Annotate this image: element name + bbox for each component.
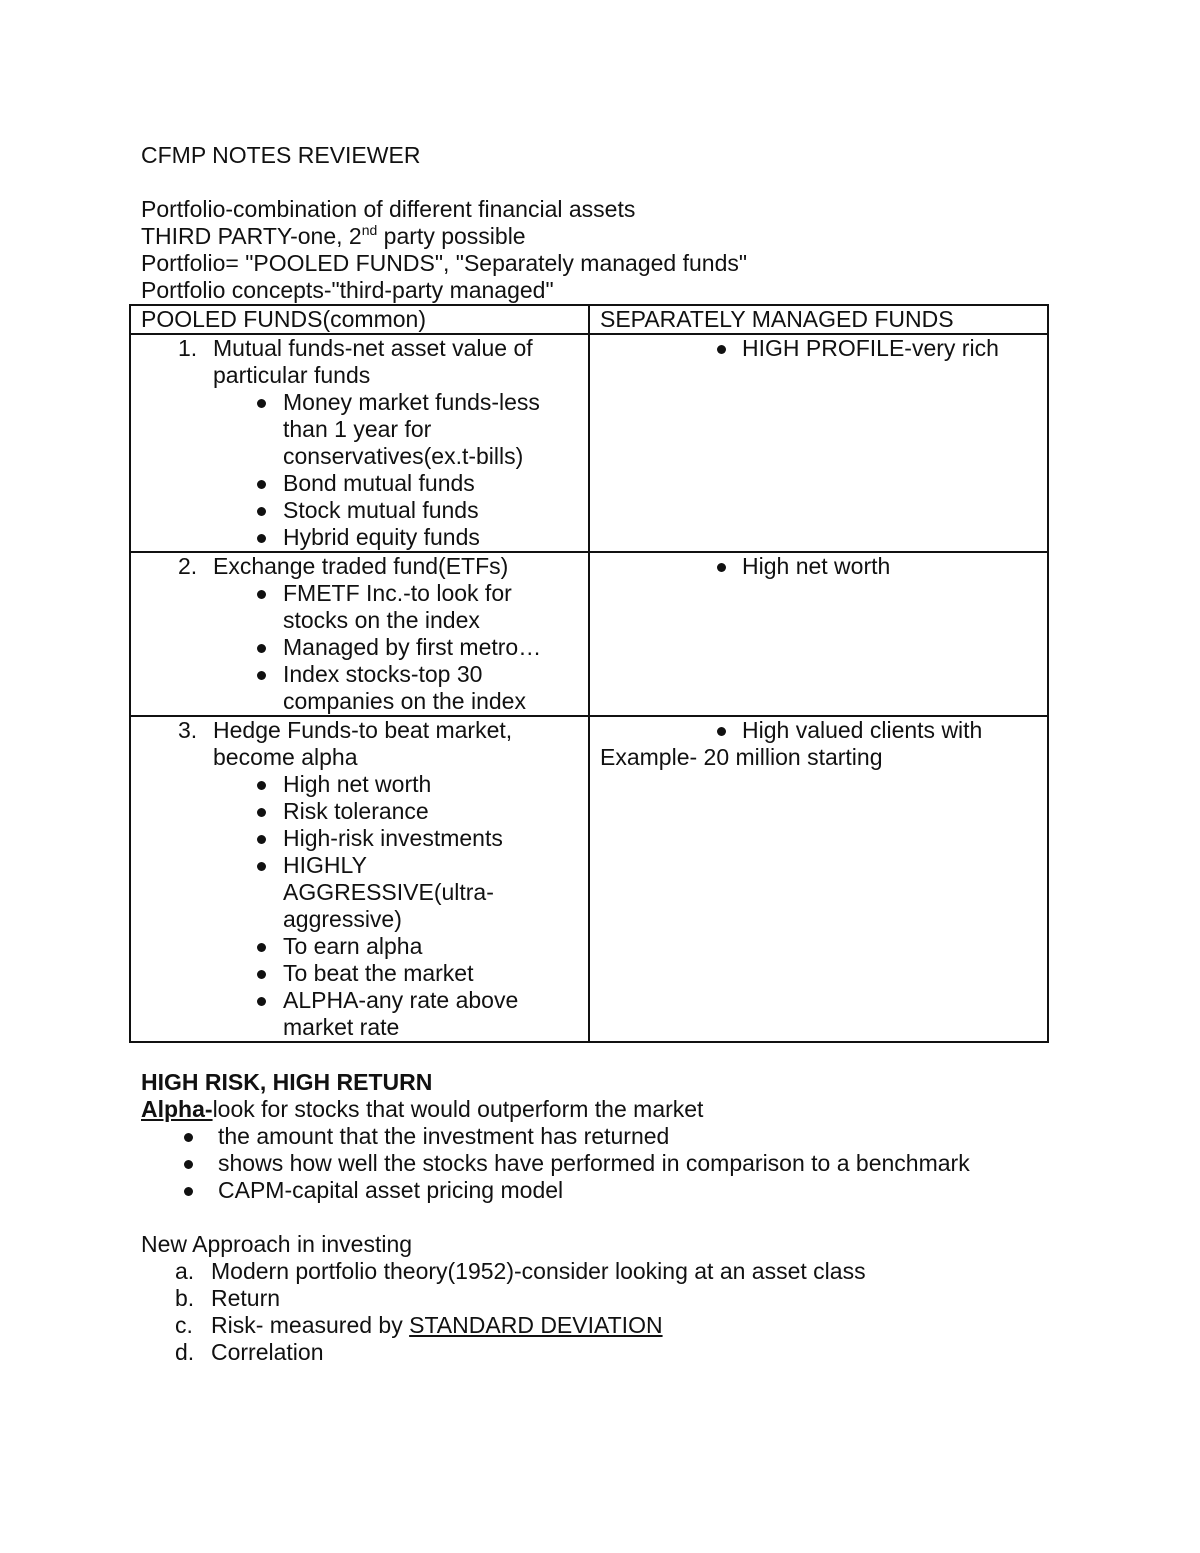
table-row bbox=[130, 716, 1048, 1042]
pooled-funds-cell bbox=[130, 716, 589, 1042]
list-item-text: shows how well the stocks have performed in comparison to a benchmark bbox=[218, 1150, 970, 1176]
list-item-text: HIGH PROFILE-very rich bbox=[742, 335, 999, 361]
bullet-icon bbox=[184, 1187, 193, 1196]
list-item-text: To earn alpha bbox=[283, 933, 423, 959]
list-item bbox=[141, 1258, 1061, 1285]
bullet-icon bbox=[257, 997, 266, 1006]
bullet-icon bbox=[717, 345, 726, 354]
list-item bbox=[141, 1312, 1061, 1339]
list-item-text: stocks on the index bbox=[283, 607, 480, 633]
list-item-text: ALPHA-any rate above bbox=[283, 987, 519, 1013]
approach-list bbox=[141, 1258, 1061, 1366]
bullet-icon bbox=[257, 590, 266, 599]
list-item-text: Correlation bbox=[211, 1339, 324, 1365]
numbered-item bbox=[141, 335, 578, 389]
list-item bbox=[141, 524, 578, 551]
numbered-item-text: Exchange traded fund(ETFs) bbox=[213, 553, 509, 579]
high-risk-heading: HIGH RISK, HIGH RETURN bbox=[141, 1069, 433, 1095]
table-header-row bbox=[130, 305, 1048, 334]
list-item bbox=[141, 580, 578, 634]
numbered-item-text: become alpha bbox=[213, 744, 358, 770]
list-number: 1. bbox=[178, 335, 198, 361]
bullet-icon bbox=[257, 781, 266, 790]
list-item bbox=[141, 798, 578, 825]
bullet-icon bbox=[257, 507, 266, 516]
document-body bbox=[141, 142, 1061, 304]
list-item bbox=[141, 1123, 1061, 1150]
list-item-text: High valued clients with bbox=[742, 717, 983, 743]
numbered-item-text: particular funds bbox=[213, 362, 371, 388]
bullet-icon bbox=[257, 970, 266, 979]
list-item bbox=[141, 497, 578, 524]
list-item bbox=[141, 1150, 1061, 1177]
third-party-text: THIRD PARTY-one, 2 bbox=[141, 223, 362, 249]
bullet-icon bbox=[717, 727, 726, 736]
separately-managed-cell bbox=[589, 552, 1048, 716]
list-item-text: Return bbox=[211, 1285, 281, 1311]
list-item bbox=[141, 771, 578, 798]
funds-table bbox=[129, 304, 1049, 1043]
list-item-text: market rate bbox=[283, 1014, 400, 1040]
list-item-text: HIGHLY bbox=[283, 852, 367, 878]
list-item-text: Index stocks-top 30 bbox=[283, 661, 483, 687]
numbered-item bbox=[141, 717, 578, 771]
bullet-icon bbox=[257, 480, 266, 489]
intro-line-portfolio-types: Portfolio= "POOLED FUNDS", "Separately managed funds" bbox=[141, 250, 748, 276]
list-item bbox=[600, 335, 1037, 362]
list-item bbox=[141, 852, 578, 933]
numbered-item-text: Hedge Funds-to beat market, bbox=[213, 717, 513, 743]
numbered-item bbox=[141, 553, 578, 580]
pooled-funds-cell bbox=[130, 552, 589, 716]
bullet-icon bbox=[257, 399, 266, 408]
third-party-text-end: party possible bbox=[377, 223, 526, 249]
list-marker: a. bbox=[175, 1258, 195, 1284]
intro-line-portfolio: Portfolio-combination of different financial assets bbox=[141, 196, 636, 222]
numbered-item-text: Mutual funds-net asset value of bbox=[213, 335, 533, 361]
pooled-funds-cell bbox=[130, 334, 589, 552]
list-number: 3. bbox=[178, 717, 198, 743]
page-title: CFMP NOTES REVIEWER bbox=[141, 142, 421, 168]
alpha-bullet-list bbox=[141, 1123, 1061, 1204]
list-marker: c. bbox=[175, 1312, 193, 1338]
list-item bbox=[141, 389, 578, 470]
approach-heading: New Approach in investing bbox=[141, 1231, 413, 1257]
separately-managed-cell bbox=[589, 716, 1048, 1042]
list-item-text: High net worth bbox=[742, 553, 891, 579]
standard-deviation-text: STANDARD DEVIATION bbox=[409, 1312, 663, 1338]
list-item-text: Risk tolerance bbox=[283, 798, 429, 824]
intro-line-third-party bbox=[141, 223, 1061, 250]
list-item-text: companies on the index bbox=[283, 688, 526, 714]
list-item bbox=[141, 634, 578, 661]
list-item-text: To beat the market bbox=[283, 960, 474, 986]
list-item bbox=[600, 553, 1037, 580]
bullet-icon bbox=[257, 862, 266, 871]
header-separately-managed: SEPARATELY MANAGED FUNDS bbox=[589, 305, 1048, 334]
notes-section bbox=[141, 1069, 1061, 1366]
alpha-term: Alpha- bbox=[141, 1096, 213, 1122]
bullet-icon bbox=[257, 808, 266, 817]
bullet-icon bbox=[257, 644, 266, 653]
header-pooled-funds: POOLED FUNDS(common) bbox=[130, 305, 589, 334]
list-item-text: AGGRESSIVE(ultra- bbox=[283, 879, 494, 905]
bullet-icon bbox=[257, 943, 266, 952]
list-item bbox=[141, 661, 578, 715]
list-item-text: High-risk investments bbox=[283, 825, 503, 851]
bullet-icon bbox=[257, 534, 266, 543]
list-item-text: CAPM-capital asset pricing model bbox=[218, 1177, 564, 1203]
separately-managed-cell bbox=[589, 334, 1048, 552]
list-item bbox=[141, 470, 578, 497]
list-item-text: FMETF Inc.-to look for bbox=[283, 580, 512, 606]
bullet-icon bbox=[184, 1133, 193, 1142]
list-item-text: Risk- measured by bbox=[211, 1312, 410, 1338]
list-item-text: aggressive) bbox=[283, 906, 402, 932]
list-item-text: conservatives(ex.t-bills) bbox=[283, 443, 524, 469]
bullet-icon bbox=[184, 1160, 193, 1169]
bullet-icon bbox=[717, 563, 726, 572]
list-item-text: Modern portfolio theory(1952)-consider looking at an asset class bbox=[211, 1258, 866, 1284]
table-row bbox=[130, 334, 1048, 552]
list-item-text: Bond mutual funds bbox=[283, 470, 475, 496]
table-row bbox=[130, 552, 1048, 716]
list-marker: d. bbox=[175, 1339, 195, 1365]
list-item bbox=[141, 825, 578, 852]
list-item-text: High net worth bbox=[283, 771, 432, 797]
table-body bbox=[130, 334, 1048, 1042]
list-item bbox=[141, 987, 578, 1041]
list-item-text: than 1 year for bbox=[283, 416, 432, 442]
list-item bbox=[141, 1177, 1061, 1204]
bullet-icon bbox=[257, 671, 266, 680]
list-item bbox=[600, 717, 1037, 744]
list-item-text: Managed by first metro… bbox=[283, 634, 542, 660]
list-item-text: Stock mutual funds bbox=[283, 497, 479, 523]
alpha-definition bbox=[141, 1096, 1061, 1123]
alpha-definition-text: look for stocks that would outperform the market bbox=[212, 1096, 704, 1122]
list-number: 2. bbox=[178, 553, 198, 579]
list-item-text: the amount that the investment has returned bbox=[218, 1123, 670, 1149]
list-item bbox=[141, 1339, 1061, 1366]
list-item bbox=[141, 1285, 1061, 1312]
superscript-nd: nd bbox=[361, 222, 378, 238]
list-item bbox=[141, 933, 578, 960]
list-marker: b. bbox=[175, 1285, 195, 1311]
list-item-text: Money market funds-less bbox=[283, 389, 540, 415]
list-item bbox=[141, 960, 578, 987]
example-text: Example- 20 million starting bbox=[600, 744, 883, 770]
intro-line-portfolio-concepts: Portfolio concepts-"third-party managed" bbox=[141, 277, 554, 303]
bullet-icon bbox=[257, 835, 266, 844]
list-item-text: Hybrid equity funds bbox=[283, 524, 480, 550]
